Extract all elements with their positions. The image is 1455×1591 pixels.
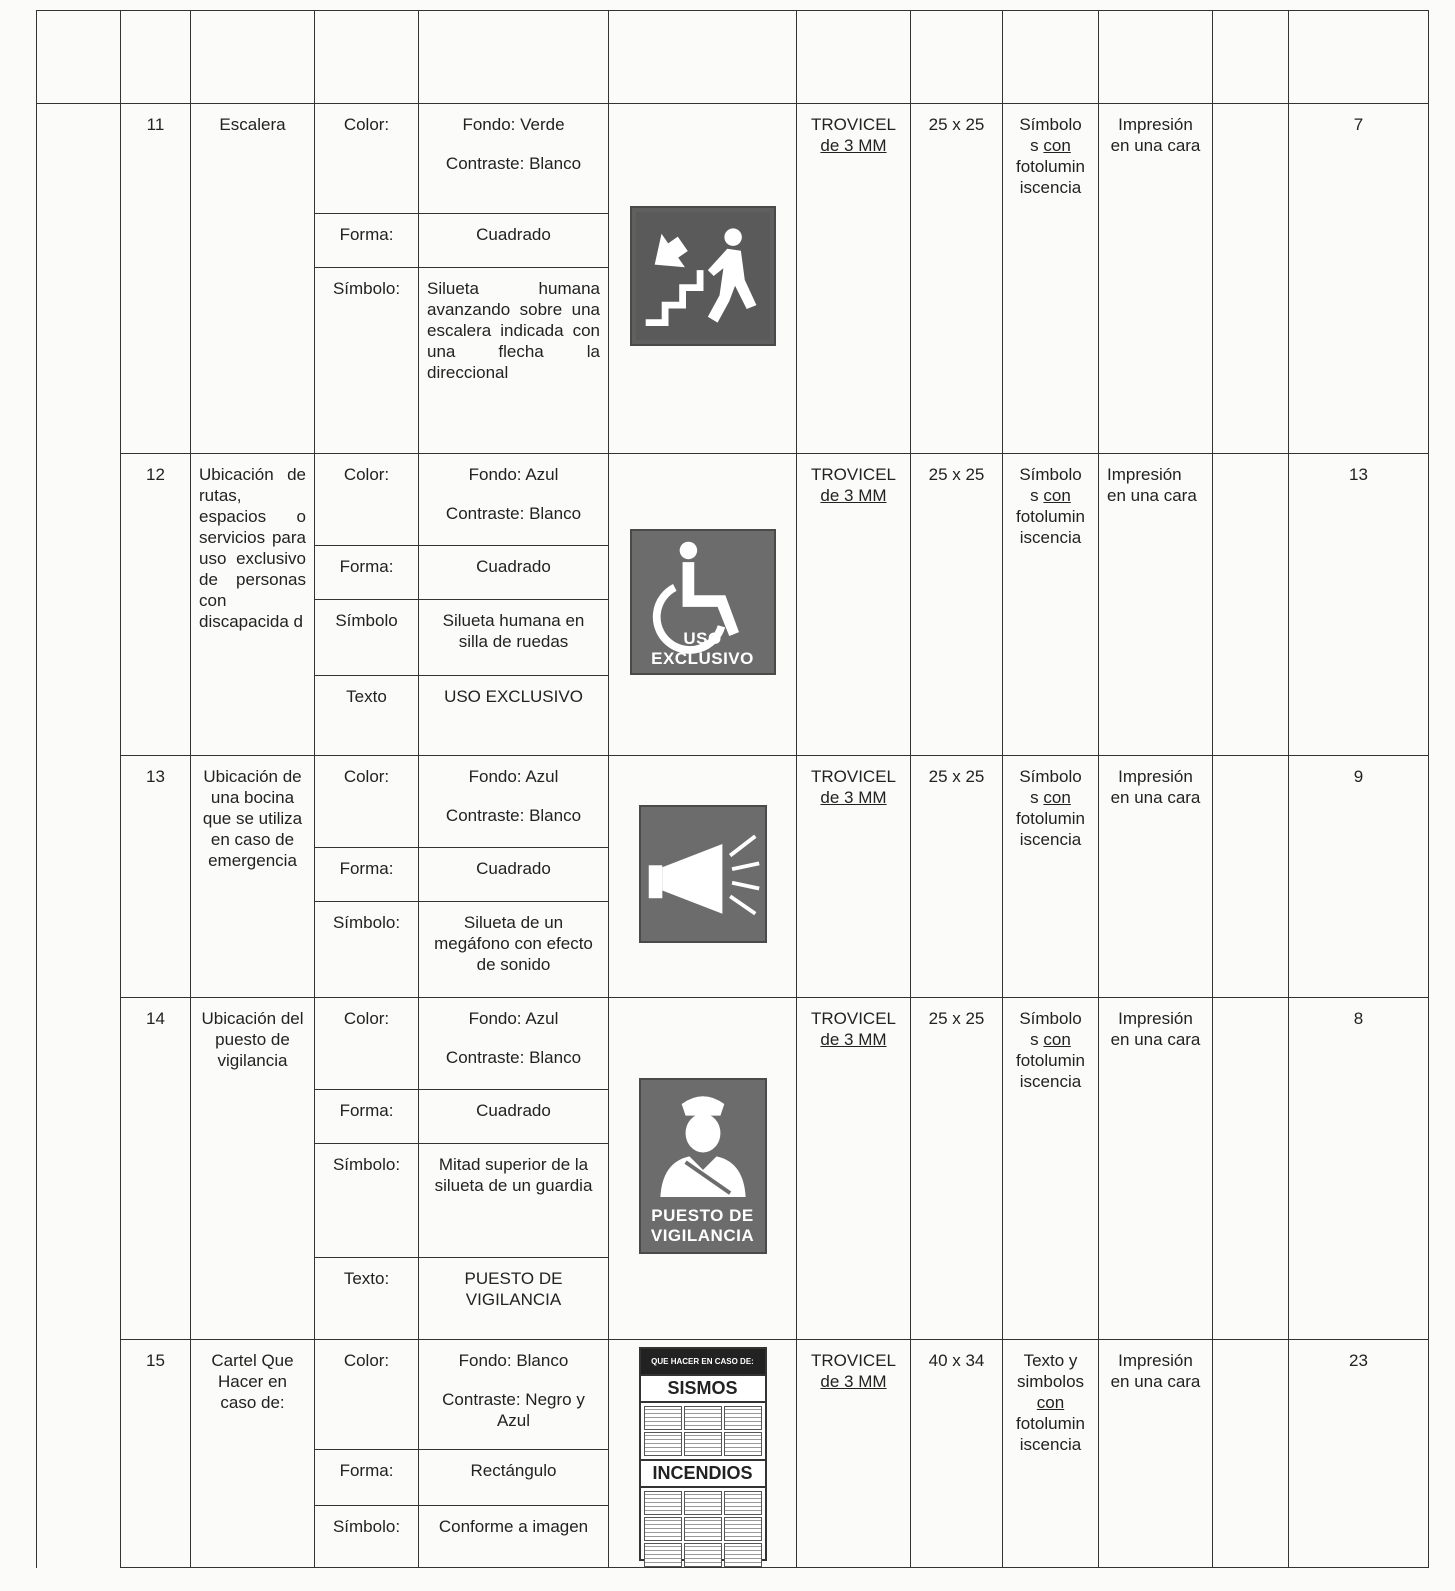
color-label: Color:	[315, 998, 419, 1090]
sign-image-cell	[609, 104, 797, 454]
finish-text-3: fotolumin iscencia	[1016, 809, 1085, 849]
pictogram-icon	[724, 1517, 762, 1541]
item-number: 12	[121, 454, 191, 756]
item-number: 14	[121, 998, 191, 1340]
contraste-text: Contraste: Blanco	[445, 806, 582, 825]
simbolo-label: Símbolo:	[315, 902, 419, 998]
finish-underlined: con	[1043, 486, 1071, 505]
pictogram-icon	[644, 1517, 682, 1541]
sign-image-cell	[609, 1340, 797, 1568]
finish-underlined: con	[1043, 136, 1071, 155]
table-row	[37, 998, 1429, 1090]
color-value	[419, 998, 609, 1090]
simbolo-value: Mitad superior de la silueta de un guardia	[419, 1144, 609, 1258]
megaphone-icon	[639, 805, 767, 943]
guard-icon	[639, 1078, 767, 1254]
fondo-text: Fondo: Azul	[468, 767, 559, 786]
poster-heading-sismos: SISMOS	[641, 1374, 765, 1403]
print-spec: Impresión en una cara	[1099, 1340, 1213, 1568]
material-cell	[797, 454, 911, 756]
fondo-text: Fondo: Blanco	[458, 1351, 569, 1370]
print-spec: Impresión en una cara	[1099, 454, 1213, 756]
table-row	[37, 756, 1429, 848]
fondo-text: Fondo: Azul	[468, 1009, 559, 1028]
material-thickness: de 3 MM	[820, 788, 887, 807]
pictogram-icon	[684, 1406, 722, 1430]
quantity: 9	[1289, 756, 1429, 998]
finish-text: Símbolo	[1019, 465, 1082, 484]
pictogram-icon	[684, 1543, 722, 1567]
finish-text: Texto y simbolos	[1016, 1351, 1085, 1391]
pictogram-icon	[684, 1432, 722, 1456]
material-name: TROVICEL	[810, 115, 897, 134]
pictogram-icon	[724, 1406, 762, 1430]
sign-image-cell	[609, 454, 797, 756]
left-margin-cell	[37, 756, 121, 998]
fondo-text: Fondo: Verde	[462, 115, 565, 134]
item-number: 15	[121, 1340, 191, 1568]
finish-underlined: con	[1036, 1393, 1065, 1412]
poster-pictogram-grid	[641, 1488, 765, 1568]
texto-value: PUESTO DE VIGILANCIA	[419, 1258, 609, 1340]
simbolo-label: Símbolo:	[315, 268, 419, 454]
poster-heading-incendios: INCENDIOS	[641, 1459, 765, 1488]
forma-label: Forma:	[315, 848, 419, 902]
table-row	[37, 1340, 1429, 1450]
finish-cell	[1003, 1340, 1099, 1568]
left-margin-cell	[37, 454, 121, 756]
quantity: 8	[1289, 998, 1429, 1340]
blank-cell	[419, 11, 609, 104]
sign-caption	[641, 1206, 765, 1246]
item-description: Escalera	[191, 104, 315, 454]
material-cell	[797, 998, 911, 1340]
finish-text: Símbolo	[1019, 115, 1082, 134]
material-thickness: de 3 MM	[820, 1372, 887, 1391]
print-spec: Impresión en una cara	[1099, 998, 1213, 1340]
header-blank-row	[37, 11, 1429, 104]
blank-cell	[315, 11, 419, 104]
dimensions: 25 x 25	[911, 998, 1003, 1340]
blank-cell	[797, 11, 911, 104]
blank-cell	[1213, 104, 1289, 454]
blank-cell	[1213, 1340, 1289, 1568]
finish-underlined: con	[1043, 1030, 1071, 1049]
finish-cell	[1003, 454, 1099, 756]
item-description: Ubicación de una bocina que se utiliza en caso de emergencia	[191, 756, 315, 998]
blank-cell	[1003, 11, 1099, 104]
pictogram-icon	[644, 1543, 682, 1567]
blank-cell	[1289, 11, 1429, 104]
material-name: TROVICEL	[810, 1009, 897, 1028]
pictogram-icon	[644, 1491, 682, 1515]
material-cell	[797, 756, 911, 998]
contraste-text: Contraste: Blanco	[445, 504, 582, 523]
quantity: 7	[1289, 104, 1429, 454]
material-name: TROVICEL	[810, 767, 897, 786]
blank-cell	[1213, 11, 1289, 104]
simbolo-value: Conforme a imagen	[419, 1506, 609, 1568]
finish-text-3: fotolumin iscencia	[1016, 1051, 1085, 1091]
item-description: Cartel Que Hacer en caso de:	[191, 1340, 315, 1568]
texto-value: USO EXCLUSIVO	[419, 676, 609, 756]
contraste-text: Contraste: Negro y Azul	[442, 1390, 585, 1430]
contraste-text: Contraste: Blanco	[445, 154, 582, 173]
poster-pictogram-grid	[641, 1403, 765, 1459]
finish-cell	[1003, 998, 1099, 1340]
sign-caption-line-1: PUESTO DE	[651, 1206, 754, 1225]
texto-label: Texto	[315, 676, 419, 756]
blank-cell	[121, 11, 191, 104]
simbolo-label: Símbolo:	[315, 1144, 419, 1258]
blank-cell	[191, 11, 315, 104]
blank-cell	[1213, 998, 1289, 1340]
sign-caption-line-2: VIGILANCIA	[650, 1226, 755, 1245]
finish-text: Símbolo	[1019, 767, 1082, 786]
finish-text-2: s	[1030, 136, 1044, 155]
left-margin-cell	[37, 998, 121, 1340]
forma-label: Forma:	[315, 546, 419, 600]
finish-text-3: fotolumin iscencia	[1016, 507, 1085, 547]
color-value	[419, 1340, 609, 1450]
dimensions: 25 x 25	[911, 454, 1003, 756]
table-row	[37, 104, 1429, 214]
pictogram-icon	[724, 1432, 762, 1456]
quantity: 23	[1289, 1340, 1429, 1568]
pictogram-icon	[684, 1517, 722, 1541]
color-label: Color:	[315, 1340, 419, 1450]
texto-label: Texto:	[315, 1258, 419, 1340]
pictogram-icon	[724, 1543, 762, 1567]
finish-text-3: fotolumin iscencia	[1016, 1414, 1085, 1454]
blank-cell	[1213, 454, 1289, 756]
pictogram-icon	[644, 1406, 682, 1430]
blank-cell	[911, 11, 1003, 104]
material-name: TROVICEL	[810, 465, 897, 484]
color-value	[419, 454, 609, 546]
simbolo-value: Silueta humana avanzando sobre una escalera indicada con una flecha la direccional	[419, 268, 609, 454]
table-row	[37, 454, 1429, 546]
forma-label: Forma:	[315, 1450, 419, 1506]
material-cell	[797, 104, 911, 454]
left-margin-cell	[37, 104, 121, 454]
quantity: 13	[1289, 454, 1429, 756]
color-value	[419, 756, 609, 848]
print-spec: Impresión en una cara	[1099, 104, 1213, 454]
signage-spec-table	[36, 10, 1429, 1568]
finish-cell	[1003, 756, 1099, 998]
blank-cell	[609, 11, 797, 104]
pictogram-icon	[684, 1491, 722, 1515]
contraste-text: Contraste: Blanco	[445, 1048, 582, 1067]
item-description: Ubicación del puesto de vigilancia	[191, 998, 315, 1340]
fondo-text: Fondo: Azul	[468, 465, 559, 484]
simbolo-label: Símbolo	[315, 600, 419, 676]
forma-value: Cuadrado	[419, 546, 609, 600]
wheelchair-icon	[630, 529, 776, 675]
material-name: TROVICEL	[810, 1351, 897, 1370]
item-number: 13	[121, 756, 191, 998]
finish-underlined: con	[1043, 788, 1071, 807]
finish-text-2: s	[1030, 788, 1044, 807]
pictogram-icon	[644, 1432, 682, 1456]
dimensions: 40 x 34	[911, 1340, 1003, 1568]
material-thickness: de 3 MM	[820, 136, 887, 155]
material-thickness: de 3 MM	[820, 1030, 887, 1049]
finish-text-2: s	[1030, 486, 1044, 505]
sign-image-cell	[609, 998, 797, 1340]
material-cell	[797, 1340, 911, 1568]
simbolo-value: Silueta humana en silla de ruedas	[419, 600, 609, 676]
finish-text-2: s	[1030, 1030, 1044, 1049]
blank-cell	[1099, 11, 1213, 104]
forma-value: Rectángulo	[419, 1450, 609, 1506]
simbolo-value: Silueta de un megáfono con efecto de sonido	[419, 902, 609, 998]
item-description: Ubicación de rutas, espacios o servicios para uso exclusivo de personas con discapacida d	[191, 454, 315, 756]
dimensions: 25 x 25	[911, 756, 1003, 998]
print-spec: Impresión en una cara	[1099, 756, 1213, 998]
forma-value: Cuadrado	[419, 1090, 609, 1144]
material-thickness: de 3 MM	[820, 486, 887, 505]
simbolo-label: Símbolo:	[315, 1506, 419, 1568]
forma-label: Forma:	[315, 1090, 419, 1144]
finish-cell	[1003, 104, 1099, 454]
color-label: Color:	[315, 104, 419, 214]
finish-text-3: fotolumin iscencia	[1016, 157, 1085, 197]
sign-caption: USO EXCLUSIVO	[651, 629, 754, 668]
stair-exit-icon	[630, 206, 776, 346]
sign-image-cell	[609, 756, 797, 998]
pictogram-icon	[724, 1491, 762, 1515]
blank-cell	[37, 11, 121, 104]
finish-text: Símbolo	[1019, 1009, 1082, 1028]
poster-image	[639, 1347, 767, 1561]
color-label: Color:	[315, 756, 419, 848]
forma-value: Cuadrado	[419, 848, 609, 902]
forma-value: Cuadrado	[419, 214, 609, 268]
blank-cell	[1213, 756, 1289, 998]
left-margin-cell	[37, 1340, 121, 1568]
color-value	[419, 104, 609, 214]
poster-title: QUE HACER EN CASO DE:	[641, 1349, 765, 1374]
forma-label: Forma:	[315, 214, 419, 268]
color-label: Color:	[315, 454, 419, 546]
item-number: 11	[121, 104, 191, 454]
dimensions: 25 x 25	[911, 104, 1003, 454]
